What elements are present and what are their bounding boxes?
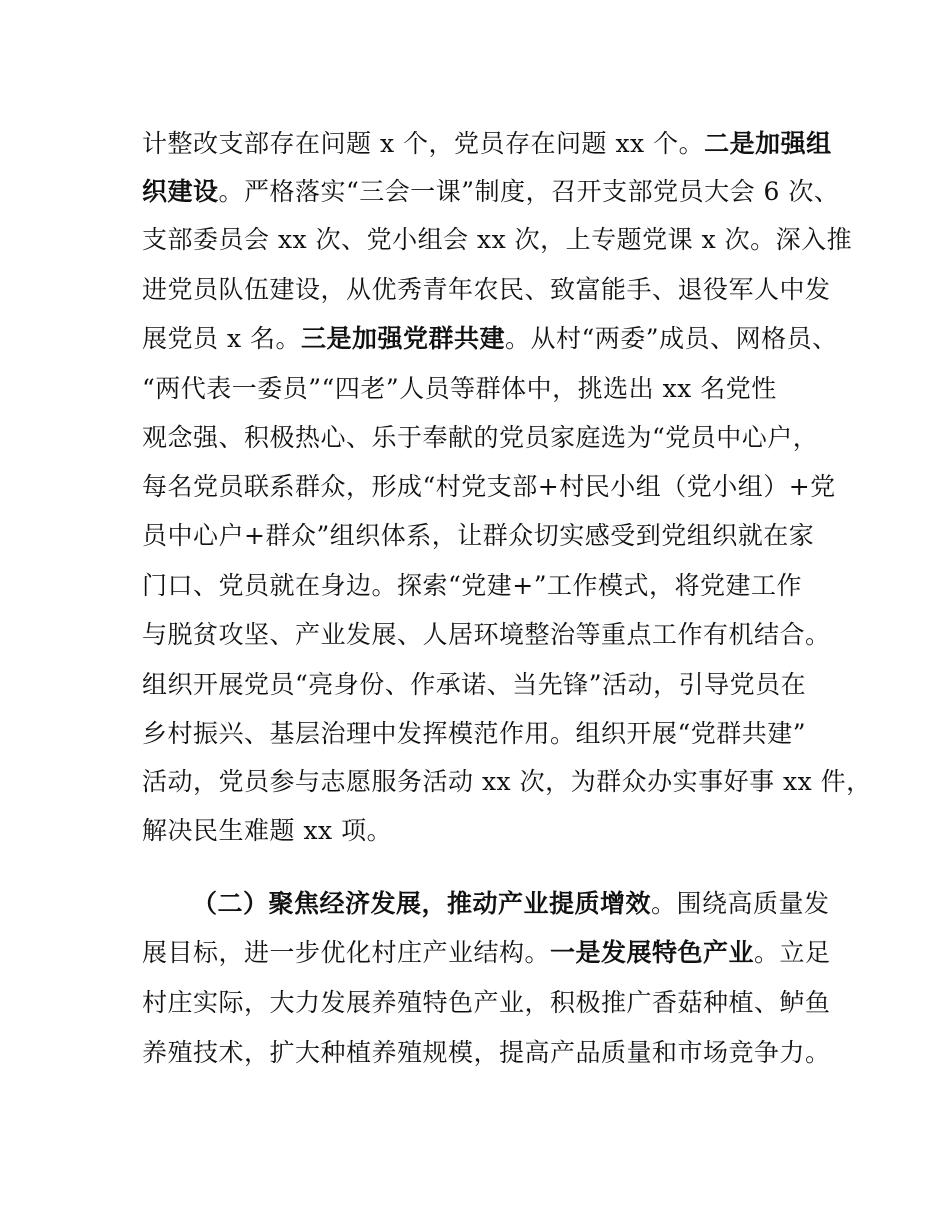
text-line: [142, 665, 806, 705]
text-run: 计整改支部存在问题 x 个，党员存在问题 xx 个。: [142, 129, 705, 158]
text-run: 员中心户+群众”组织体系，让群众切实感受到党组织就在家: [142, 521, 815, 550]
text-run: 养殖技术，扩大种植养殖规模，提高产品质量和市场竞争力。: [142, 1038, 831, 1067]
text-line: [142, 220, 852, 260]
text-run: “两代表一委员”“四老”人员等群体中，挑选出 xx 名党性: [142, 374, 777, 403]
text-run: 。围绕高质量发: [651, 889, 830, 918]
text-line: [142, 566, 802, 606]
text-line: [192, 884, 830, 924]
text-run: 组织开展党员“亮身份、作承诺、当先锋”活动，引导党员在: [142, 670, 807, 699]
text-line: [142, 762, 872, 802]
bold-heading-run: 三是加强党群共建: [301, 324, 506, 353]
text-run: 。严格落实“三会一课”制度，召开支部党员大会 6 次、: [218, 177, 840, 206]
text-line: [142, 714, 806, 754]
text-line: [142, 270, 831, 310]
text-run: 解决民生难题 xx 项。: [142, 816, 393, 845]
text-line: [142, 467, 836, 507]
text-run: 。从村“两委”成员、网格员、: [505, 324, 838, 353]
text-line: [142, 983, 831, 1023]
bold-heading-run: 一是发展特色产业: [550, 938, 755, 967]
text-line: [142, 319, 838, 359]
text-run: 门口、党员就在身边。探索“党建+”工作模式，将党建工作: [142, 571, 803, 600]
section-heading-run: （二）聚焦经济发展，推动产业提质增效: [192, 889, 652, 918]
text-line: [142, 124, 832, 164]
text-run: 展党员 x 名。: [142, 324, 301, 353]
text-line: [142, 811, 392, 851]
bold-heading-run: 二是加强组: [704, 129, 832, 158]
text-line: [142, 418, 818, 458]
bold-heading-run: 织建设: [142, 177, 219, 206]
text-line: [142, 1033, 831, 1073]
text-run: 进党员队伍建设，从优秀青年农民、致富能手、退役军人中发: [142, 275, 831, 304]
text-line: [142, 172, 839, 212]
text-run: 与脱贫攻坚、产业发展、人居环境整治等重点工作有机结合。: [142, 620, 831, 649]
text-run: 展目标，进一步优化村庄产业结构。: [142, 938, 551, 967]
text-run: 活动，党员参与志愿服务活动 xx 次，为群众办实事好事 xx 件，: [142, 767, 872, 796]
text-run: 支部委员会 xx 次、党小组会 xx 次，上专题党课 x 次。深入推: [142, 225, 853, 254]
text-line: [142, 615, 831, 655]
text-run: 乡村振兴、基层治理中发挥模范作用。组织开展“党群共建”: [142, 719, 807, 748]
text-line: [142, 933, 831, 973]
text-line: [142, 516, 814, 556]
text-run: 每名党员联系群众，形成“村党支部+村民小组（党小组）+党: [142, 472, 836, 501]
text-line: [142, 369, 777, 409]
text-run: 村庄实际，大力发展养殖特色产业，积极推广香菇种植、鲈鱼: [142, 988, 831, 1017]
text-run: 观念强、积极热心、乐于奉献的党员家庭选为“党员中心户，: [142, 423, 819, 452]
text-run: 。立足: [754, 938, 831, 967]
